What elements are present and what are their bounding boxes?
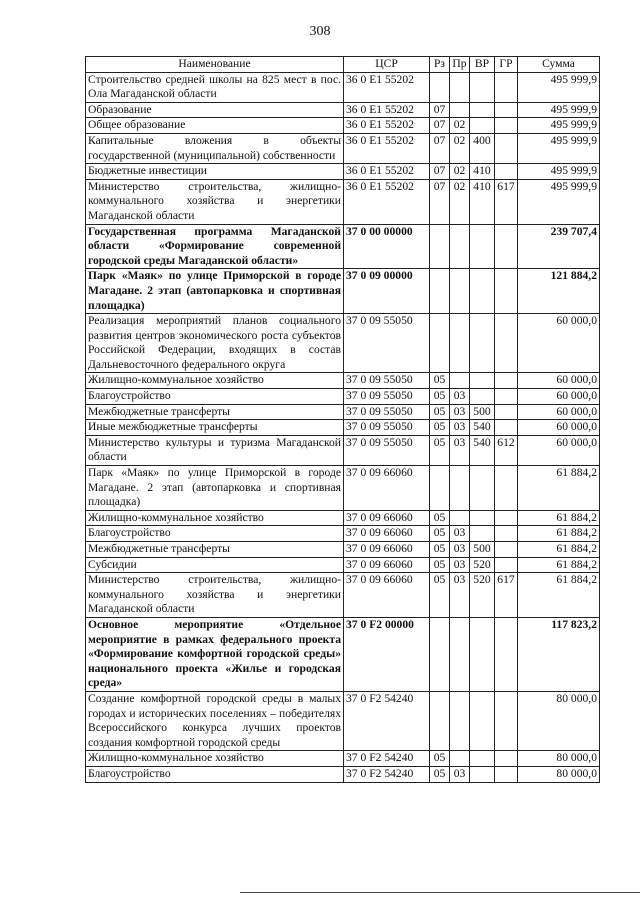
- cell-name: Министерство строительства, жилищно-коммунального хозяйства и энергетики Магаданской области: [86, 573, 344, 618]
- cell-rz: [430, 691, 450, 750]
- cell-gr: [495, 691, 518, 750]
- cell-pr: [450, 510, 470, 526]
- cell-sum: 80 000,0: [518, 751, 600, 767]
- cell-sum: 239 707,4: [518, 224, 600, 269]
- cell-vr: [470, 751, 495, 767]
- cell-pr: [450, 72, 470, 102]
- cell-sum: 121 884,2: [518, 269, 600, 314]
- cell-pr: 03: [450, 542, 470, 558]
- cell-vr: [470, 269, 495, 314]
- table-row: [86, 164, 600, 180]
- cell-vr: [470, 118, 495, 134]
- cell-pr: [450, 314, 470, 373]
- cell-csr: 37 0 09 55050: [344, 404, 430, 420]
- cell-rz: 07: [430, 164, 450, 180]
- cell-rz: 05: [430, 573, 450, 618]
- cell-csr: 37 0 F2 54240: [344, 691, 430, 750]
- table-row: [86, 466, 600, 511]
- cell-gr: [495, 510, 518, 526]
- cell-pr: 02: [450, 118, 470, 134]
- cell-sum: 495 999,9: [518, 179, 600, 224]
- table-row: [86, 269, 600, 314]
- table-row: [86, 404, 600, 420]
- budget-table: [85, 56, 600, 783]
- cell-sum: 495 999,9: [518, 133, 600, 163]
- cell-rz: 07: [430, 179, 450, 224]
- cell-gr: 612: [495, 435, 518, 465]
- cell-name: Парк «Маяк» по улице Приморской в городе Магадане. 2 этап (автопарковка и спортивная площадка): [86, 269, 344, 314]
- header-name: Наименование: [86, 57, 344, 73]
- cell-name: Жилищно-коммунальное хозяйство: [86, 510, 344, 526]
- cell-name: Межбюджетные трансферты: [86, 404, 344, 420]
- table-row: [86, 573, 600, 618]
- cell-pr: 03: [450, 557, 470, 573]
- cell-gr: 617: [495, 573, 518, 618]
- cell-pr: 02: [450, 133, 470, 163]
- cell-gr: 617: [495, 179, 518, 224]
- cell-vr: [470, 224, 495, 269]
- cell-pr: [450, 751, 470, 767]
- cell-pr: [450, 617, 470, 691]
- cell-gr: [495, 542, 518, 558]
- cell-csr: 36 0 E1 55202: [344, 164, 430, 180]
- table-row: [86, 691, 600, 750]
- cell-csr: 37 0 09 00000: [344, 269, 430, 314]
- cell-csr: 36 0 E1 55202: [344, 118, 430, 134]
- header-pr: Пр: [450, 57, 470, 73]
- cell-name: Межбюджетные трансферты: [86, 542, 344, 558]
- cell-vr: [470, 389, 495, 405]
- table-row: [86, 72, 600, 102]
- cell-name: Иные межбюджетные трансферты: [86, 420, 344, 436]
- header-gr: ГР: [495, 57, 518, 73]
- cell-pr: 03: [450, 420, 470, 436]
- table-row: [86, 526, 600, 542]
- cell-sum: 61 884,2: [518, 466, 600, 511]
- cell-rz: [430, 72, 450, 102]
- cell-gr: [495, 526, 518, 542]
- cell-csr: 37 0 00 00000: [344, 224, 430, 269]
- cell-rz: [430, 314, 450, 373]
- cell-sum: 80 000,0: [518, 766, 600, 782]
- cell-vr: [470, 466, 495, 511]
- cell-gr: [495, 557, 518, 573]
- cell-pr: [450, 691, 470, 750]
- cell-vr: [470, 102, 495, 118]
- cell-rz: 05: [430, 435, 450, 465]
- cell-gr: [495, 466, 518, 511]
- cell-sum: 495 999,9: [518, 102, 600, 118]
- cell-rz: 07: [430, 133, 450, 163]
- cell-vr: [470, 314, 495, 373]
- cell-rz: [430, 269, 450, 314]
- cell-csr: 36 0 E1 55202: [344, 102, 430, 118]
- cell-gr: [495, 404, 518, 420]
- cell-vr: 500: [470, 542, 495, 558]
- cell-vr: [470, 766, 495, 782]
- cell-vr: 520: [470, 557, 495, 573]
- cell-rz: [430, 617, 450, 691]
- bottom-rule: [240, 892, 640, 893]
- cell-vr: [470, 617, 495, 691]
- cell-name: Жилищно-коммунальное хозяйство: [86, 751, 344, 767]
- table-row: [86, 179, 600, 224]
- cell-sum: 60 000,0: [518, 373, 600, 389]
- table-row: [86, 102, 600, 118]
- cell-gr: [495, 751, 518, 767]
- cell-rz: 05: [430, 557, 450, 573]
- cell-rz: 05: [430, 420, 450, 436]
- cell-csr: 37 0 09 66060: [344, 557, 430, 573]
- cell-name: Благоустройство: [86, 766, 344, 782]
- cell-pr: 03: [450, 526, 470, 542]
- header-rz: Рз: [430, 57, 450, 73]
- cell-vr: 400: [470, 133, 495, 163]
- cell-csr: 37 0 09 55050: [344, 435, 430, 465]
- cell-gr: [495, 766, 518, 782]
- table-row: [86, 224, 600, 269]
- cell-csr: 37 0 09 55050: [344, 314, 430, 373]
- cell-name: Бюджетные инвестиции: [86, 164, 344, 180]
- cell-vr: 410: [470, 164, 495, 180]
- cell-pr: 03: [450, 404, 470, 420]
- header-sum: Сумма: [518, 57, 600, 73]
- cell-pr: [450, 269, 470, 314]
- cell-gr: [495, 314, 518, 373]
- cell-vr: [470, 373, 495, 389]
- table-row: [86, 557, 600, 573]
- cell-sum: 60 000,0: [518, 314, 600, 373]
- cell-rz: 05: [430, 510, 450, 526]
- cell-sum: 61 884,2: [518, 510, 600, 526]
- cell-sum: 117 823,2: [518, 617, 600, 691]
- cell-gr: [495, 420, 518, 436]
- cell-csr: 36 0 E1 55202: [344, 72, 430, 102]
- cell-name: Общее образование: [86, 118, 344, 134]
- cell-name: Строительство средней школы на 825 мест в пос. Ола Магаданской области: [86, 72, 344, 102]
- cell-sum: 61 884,2: [518, 557, 600, 573]
- cell-csr: 37 0 F2 54240: [344, 751, 430, 767]
- cell-gr: [495, 102, 518, 118]
- cell-pr: 02: [450, 164, 470, 180]
- cell-pr: 03: [450, 389, 470, 405]
- cell-csr: 37 0 F2 00000: [344, 617, 430, 691]
- table-row: [86, 766, 600, 782]
- cell-csr: 37 0 09 55050: [344, 373, 430, 389]
- cell-sum: 61 884,2: [518, 542, 600, 558]
- cell-gr: [495, 72, 518, 102]
- cell-name: Капитальные вложения в объекты государственной (муниципальной) собственности: [86, 133, 344, 163]
- cell-pr: 02: [450, 179, 470, 224]
- cell-name: Благоустройство: [86, 526, 344, 542]
- cell-pr: 03: [450, 573, 470, 618]
- cell-rz: 07: [430, 118, 450, 134]
- cell-name: Образование: [86, 102, 344, 118]
- cell-name: Министерство культуры и туризма Магаданской области: [86, 435, 344, 465]
- cell-csr: 36 0 E1 55202: [344, 179, 430, 224]
- table-row: [86, 510, 600, 526]
- cell-pr: 03: [450, 766, 470, 782]
- cell-name: Благоустройство: [86, 389, 344, 405]
- cell-gr: [495, 164, 518, 180]
- header-csr: ЦСР: [344, 57, 430, 73]
- cell-rz: 05: [430, 373, 450, 389]
- table-row: [86, 314, 600, 373]
- cell-name: Субсидии: [86, 557, 344, 573]
- table-row: [86, 617, 600, 691]
- cell-vr: 540: [470, 435, 495, 465]
- cell-csr: 37 0 09 66060: [344, 573, 430, 618]
- cell-rz: [430, 224, 450, 269]
- cell-vr: [470, 526, 495, 542]
- cell-vr: [470, 510, 495, 526]
- cell-rz: [430, 466, 450, 511]
- cell-rz: 05: [430, 751, 450, 767]
- cell-rz: 05: [430, 404, 450, 420]
- table-row: [86, 435, 600, 465]
- cell-sum: 495 999,9: [518, 118, 600, 134]
- cell-gr: [495, 617, 518, 691]
- cell-gr: [495, 133, 518, 163]
- table-body: [86, 72, 600, 782]
- cell-csr: 37 0 09 66060: [344, 526, 430, 542]
- cell-gr: [495, 373, 518, 389]
- cell-gr: [495, 269, 518, 314]
- cell-vr: 410: [470, 179, 495, 224]
- table-row: [86, 542, 600, 558]
- table-row: [86, 420, 600, 436]
- cell-sum: 61 884,2: [518, 526, 600, 542]
- table-row: [86, 133, 600, 163]
- cell-rz: 05: [430, 526, 450, 542]
- cell-rz: 07: [430, 102, 450, 118]
- cell-gr: [495, 389, 518, 405]
- table-row: [86, 389, 600, 405]
- cell-sum: 60 000,0: [518, 389, 600, 405]
- cell-sum: 495 999,9: [518, 164, 600, 180]
- cell-name: Реализация мероприятий планов социального развития центров экономического роста субъектов Российской Федерации, входящих в состав Дальневосточного федерального округа: [86, 314, 344, 373]
- table-row: [86, 118, 600, 134]
- cell-pr: [450, 224, 470, 269]
- cell-pr: [450, 102, 470, 118]
- cell-name: Жилищно-коммунальное хозяйство: [86, 373, 344, 389]
- cell-vr: 500: [470, 404, 495, 420]
- cell-sum: 60 000,0: [518, 420, 600, 436]
- cell-vr: [470, 691, 495, 750]
- cell-csr: 36 0 E1 55202: [344, 133, 430, 163]
- cell-csr: 37 0 09 66060: [344, 510, 430, 526]
- cell-csr: 37 0 09 66060: [344, 466, 430, 511]
- cell-csr: 37 0 09 55050: [344, 420, 430, 436]
- table-row: [86, 751, 600, 767]
- table-row: [86, 373, 600, 389]
- cell-sum: 61 884,2: [518, 573, 600, 618]
- cell-gr: [495, 118, 518, 134]
- cell-sum: 60 000,0: [518, 404, 600, 420]
- cell-vr: 540: [470, 420, 495, 436]
- cell-csr: 37 0 09 66060: [344, 542, 430, 558]
- table-header-row: [86, 57, 600, 73]
- cell-gr: [495, 224, 518, 269]
- cell-sum: 495 999,9: [518, 72, 600, 102]
- cell-vr: [470, 72, 495, 102]
- cell-pr: [450, 373, 470, 389]
- cell-vr: 520: [470, 573, 495, 618]
- cell-sum: 60 000,0: [518, 435, 600, 465]
- cell-rz: 05: [430, 542, 450, 558]
- cell-csr: 37 0 09 55050: [344, 389, 430, 405]
- cell-name: Создание комфортной городской среды в малых городах и исторических поселениях – победителях Всероссийского конкурса лучших проектов создания комфортной городской среды: [86, 691, 344, 750]
- cell-name: Государственная программа Магаданской области «Формирование современной городской среды Магаданской области»: [86, 224, 344, 269]
- cell-name: Основное мероприятие «Отдельное мероприятие в рамках федерального проекта «Формирование комфортной городской среды» национального проекта «Жилье и городская среда»: [86, 617, 344, 691]
- cell-pr: 03: [450, 435, 470, 465]
- cell-csr: 37 0 F2 54240: [344, 766, 430, 782]
- cell-rz: 05: [430, 766, 450, 782]
- cell-pr: [450, 466, 470, 511]
- cell-name: Парк «Маяк» по улице Приморской в городе Магадане. 2 этап (автопарковка и спортивная площадка): [86, 466, 344, 511]
- header-vr: ВР: [470, 57, 495, 73]
- cell-name: Министерство строительства, жилищно-коммунального хозяйства и энергетики Магаданской области: [86, 179, 344, 224]
- cell-sum: 80 000,0: [518, 691, 600, 750]
- page-number: 308: [309, 24, 331, 39]
- cell-rz: 05: [430, 389, 450, 405]
